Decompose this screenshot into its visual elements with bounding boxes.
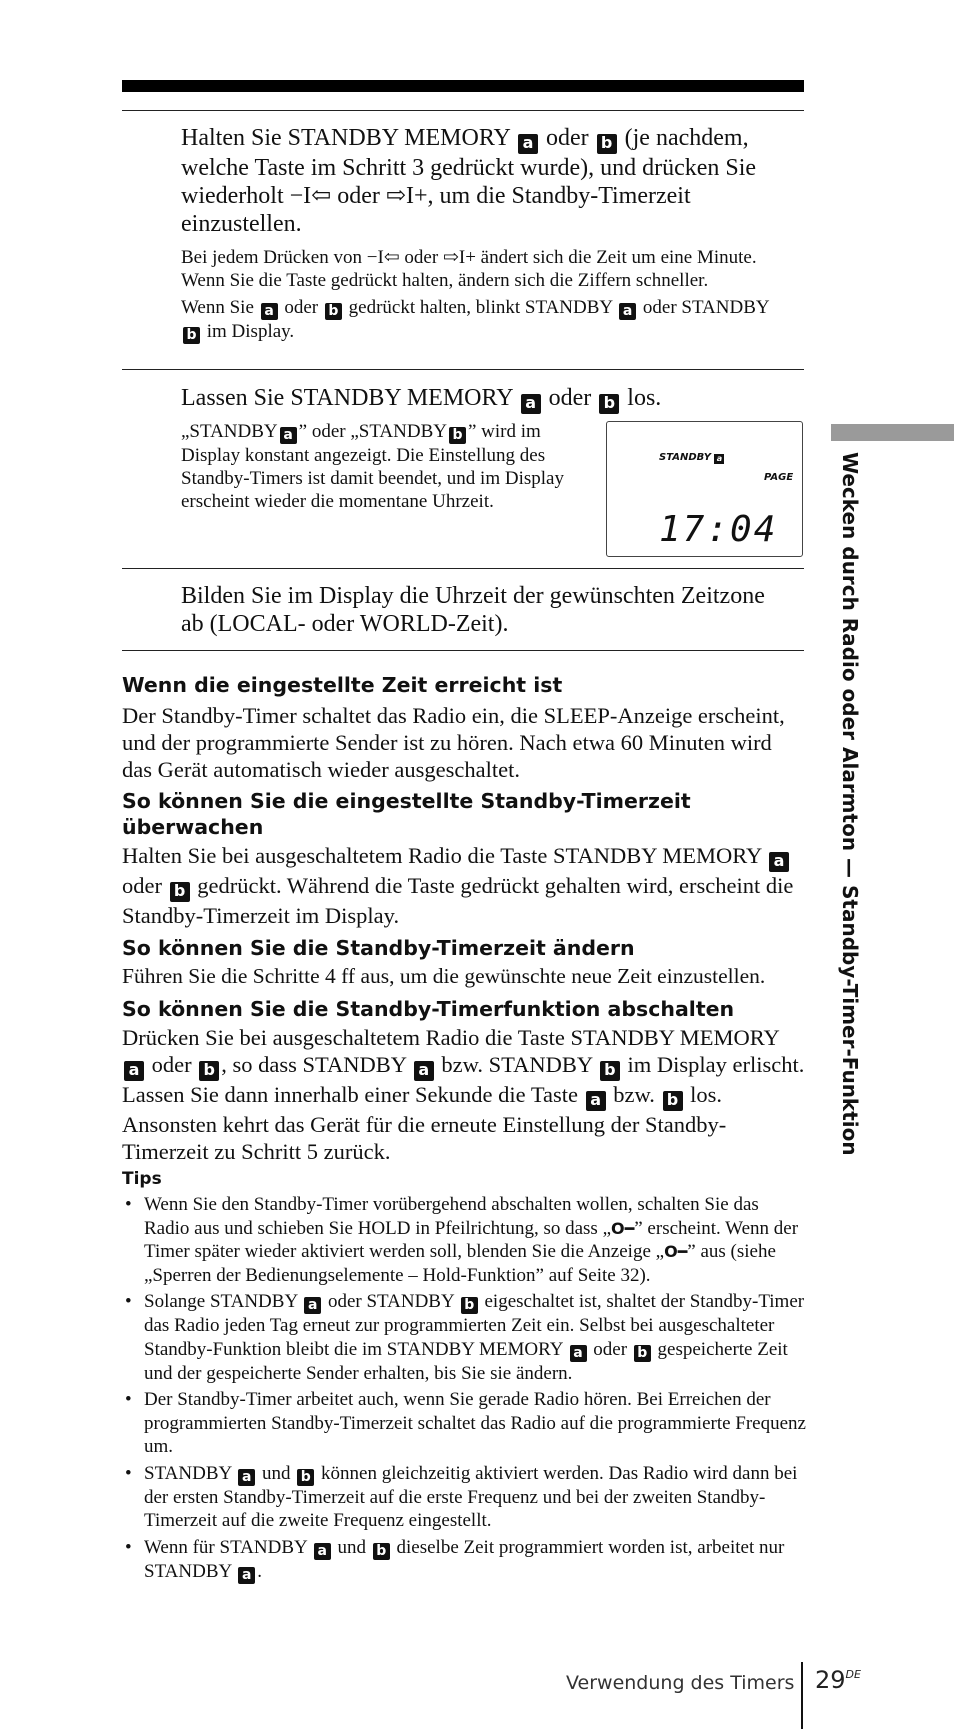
step-4-instruction: Halten Sie STANDBY MEMORY a oder b (je nachdem, welche Taste im Schritt 3 gedrückt wurde), und drücken Sie wiederholt −I⇦ oder ⇨I+, um die Standby-Timerzeit einzustellen. bbox=[181, 125, 757, 237]
heading-abschalten: So können Sie die Standby-Timerfunktion abschalten bbox=[122, 997, 735, 1021]
page-lang-suffix: DE bbox=[845, 1668, 861, 1681]
key-a-icon: a bbox=[280, 427, 297, 444]
key-a-icon: a bbox=[769, 852, 789, 872]
key-a-icon: a bbox=[518, 134, 538, 154]
top-black-bar bbox=[122, 80, 804, 92]
key-b-icon: b bbox=[199, 1061, 219, 1081]
step-4-note-1: Bei jedem Drücken von −I⇦ oder ⇨I+ ändert sich die Zeit um eine Minute. Wenn Sie die Taste gedrückt halten, ändern sich die Ziffern schneller. bbox=[181, 247, 757, 291]
text-ueberwachen: Halten Sie bei ausgeschaltetem Radio die Taste STANDBY MEMORY a oder b gedrückt. Während die Taste gedrückt gehalten wird, erscheint die Standby-Timerzeit im Display. bbox=[122, 843, 794, 928]
key-a-icon: a bbox=[619, 303, 636, 320]
key-a-icon: a bbox=[238, 1469, 255, 1486]
rule-step-5 bbox=[122, 369, 804, 370]
key-a-icon: a bbox=[586, 1091, 606, 1111]
text-zeit-erreicht: Der Standby-Timer schaltet das Radio ein, die SLEEP-Anzeige erscheint, und der programmierte Sender ist zu hören. Nach etwa 60 Minuten wird das Gerät automatisch wieder ausgeschaltet. bbox=[122, 703, 785, 782]
key-a-icon: a bbox=[414, 1061, 434, 1081]
key-a-icon: a bbox=[314, 1543, 331, 1560]
tips-list bbox=[122, 1193, 806, 1584]
footer-divider bbox=[801, 1662, 803, 1729]
key-a-icon: a bbox=[570, 1345, 587, 1362]
key-b-icon: b bbox=[449, 427, 466, 444]
key-b-icon: b bbox=[373, 1543, 390, 1560]
key-b-icon: b bbox=[634, 1345, 651, 1362]
tip-item: • Wenn für STANDBY a und b dieselbe Zeit programmiert worden ist, arbeitet nur STANDBY a . bbox=[122, 1536, 806, 1584]
tips-heading: Tips bbox=[122, 1169, 162, 1189]
tip-item: • Der Standby-Timer arbeitet auch, wenn Sie gerade Radio hören. Bei Erreichen der programmierten Standby-Timerzeit schaltet das Radio auf die programmierte Frequenz um. bbox=[122, 1388, 806, 1459]
display-key-a-icon: a bbox=[714, 454, 724, 464]
step-4-note-2: Wenn Sie a oder b gedrückt halten, blinkt STANDBY a oder STANDBY b im Display. bbox=[181, 297, 769, 343]
key-a-icon: a bbox=[261, 303, 278, 320]
key-a-icon: a bbox=[304, 1297, 321, 1314]
text-abschalten: Drücken Sie bei ausgeschaltetem Radio die Taste STANDBY MEMORY a oder b , so dass STANDBY a bzw. STANDBY b im Display erlischt. Lassen Sie dann innerhalb einer Sekunde die Taste a bzw. b los. Ansonsten kehrt das Gerät für die erneute Einstellung der Standby-Timerzeit zu Schritt 5 zurück. bbox=[122, 1025, 805, 1164]
side-chapter-title: Wecken durch Radio oder Alarmton — Standby-Timer-Funktion bbox=[838, 452, 862, 1156]
rule-top bbox=[122, 110, 804, 111]
heading-aendern: So können Sie die Standby-Timerzeit ändern bbox=[122, 936, 635, 960]
step-4 bbox=[181, 124, 781, 344]
text-aendern: Führen Sie die Schritte 4 ff aus, um die gewünschte neue Zeit einzustellen. bbox=[122, 964, 766, 988]
key-lock-icon: O━ bbox=[664, 1242, 688, 1261]
rule-step-6 bbox=[122, 568, 804, 569]
key-a-icon: a bbox=[238, 1567, 255, 1584]
key-b-icon: b bbox=[170, 882, 190, 902]
key-b-icon: b bbox=[325, 303, 342, 320]
display-illustration bbox=[606, 421, 803, 557]
step-6-instruction: Bilden Sie im Display die Uhrzeit der gewünschten Zeitzone ab (LOCAL- oder WORLD-Zeit). bbox=[181, 583, 765, 637]
tip-item: • Solange STANDBY a oder STANDBY b eigeschaltet ist, shaltet der Standby-Timer das Radio jeden Tag erneut zur programmierten Zeit ein. Selbst bei ausgeschalteter Standby-Funktion bleibt die im STANDBY MEMORY a oder b gespeicherte Zeit und der gespeicherte Sender erhalten, bis Sie sie ändern. bbox=[122, 1290, 806, 1385]
key-b-icon: b bbox=[600, 1061, 620, 1081]
key-a-icon: a bbox=[124, 1061, 144, 1081]
key-b-icon: b bbox=[663, 1091, 683, 1111]
tip-item: • STANDBY a und b können gleichzeitig aktiviert werden. Das Radio wird dann bei der ersten Standby-Timerzeit auf die erste Frequenz und bei der zweiten Standby-Timerzeit auf die zweite Frequenz eingestellt. bbox=[122, 1462, 806, 1533]
key-b-icon: b bbox=[297, 1469, 314, 1486]
heading-ueberwachen: So können Sie die eingestellte Standby-Timerzeit überwachen bbox=[122, 789, 691, 839]
footer-section-title: Verwendung des Timers bbox=[566, 1672, 795, 1694]
side-tab-bar bbox=[831, 424, 954, 441]
sections bbox=[122, 672, 806, 1587]
rule-end-steps bbox=[122, 650, 804, 651]
key-a-icon: a bbox=[521, 394, 541, 414]
heading-zeit-erreicht: Wenn die eingestellte Zeit erreicht ist bbox=[122, 673, 563, 697]
key-b-icon: b bbox=[183, 327, 200, 344]
key-lock-icon: O━ bbox=[611, 1218, 635, 1238]
display-time: 17:04 bbox=[659, 509, 778, 550]
step-5-instruction: Lassen Sie STANDBY MEMORY a oder b los. bbox=[181, 385, 662, 412]
tip-item: • Wenn Sie den Standby-Timer vorübergehend abschalten wollen, schalten Sie das Radio aus und schieben Sie HOLD in Pfeilrichtung, so dass „O━” erscheint. Wenn der Timer später wieder aktiviert werden soll, blenden Sie die Anzeige „O━” aus (siehe „Sperren der Bedienungselemente – Hold-Funktion” auf Seite 32). bbox=[122, 1193, 806, 1287]
key-b-icon: b bbox=[597, 134, 617, 154]
display-page-label: PAGE bbox=[764, 472, 794, 483]
step-5-note: „STANDBY a ” oder „STANDBY b ” wird im Display konstant angezeigt. Die Einstellung des Standby-Timers ist damit beendet, und im Display erscheint wieder die momentane Uhrzeit. bbox=[181, 421, 564, 512]
display-standby-label: STANDBY a bbox=[659, 452, 724, 464]
key-b-icon: b bbox=[599, 394, 619, 414]
key-b-icon: b bbox=[461, 1297, 478, 1314]
page-number: 29DE bbox=[815, 1666, 861, 1694]
